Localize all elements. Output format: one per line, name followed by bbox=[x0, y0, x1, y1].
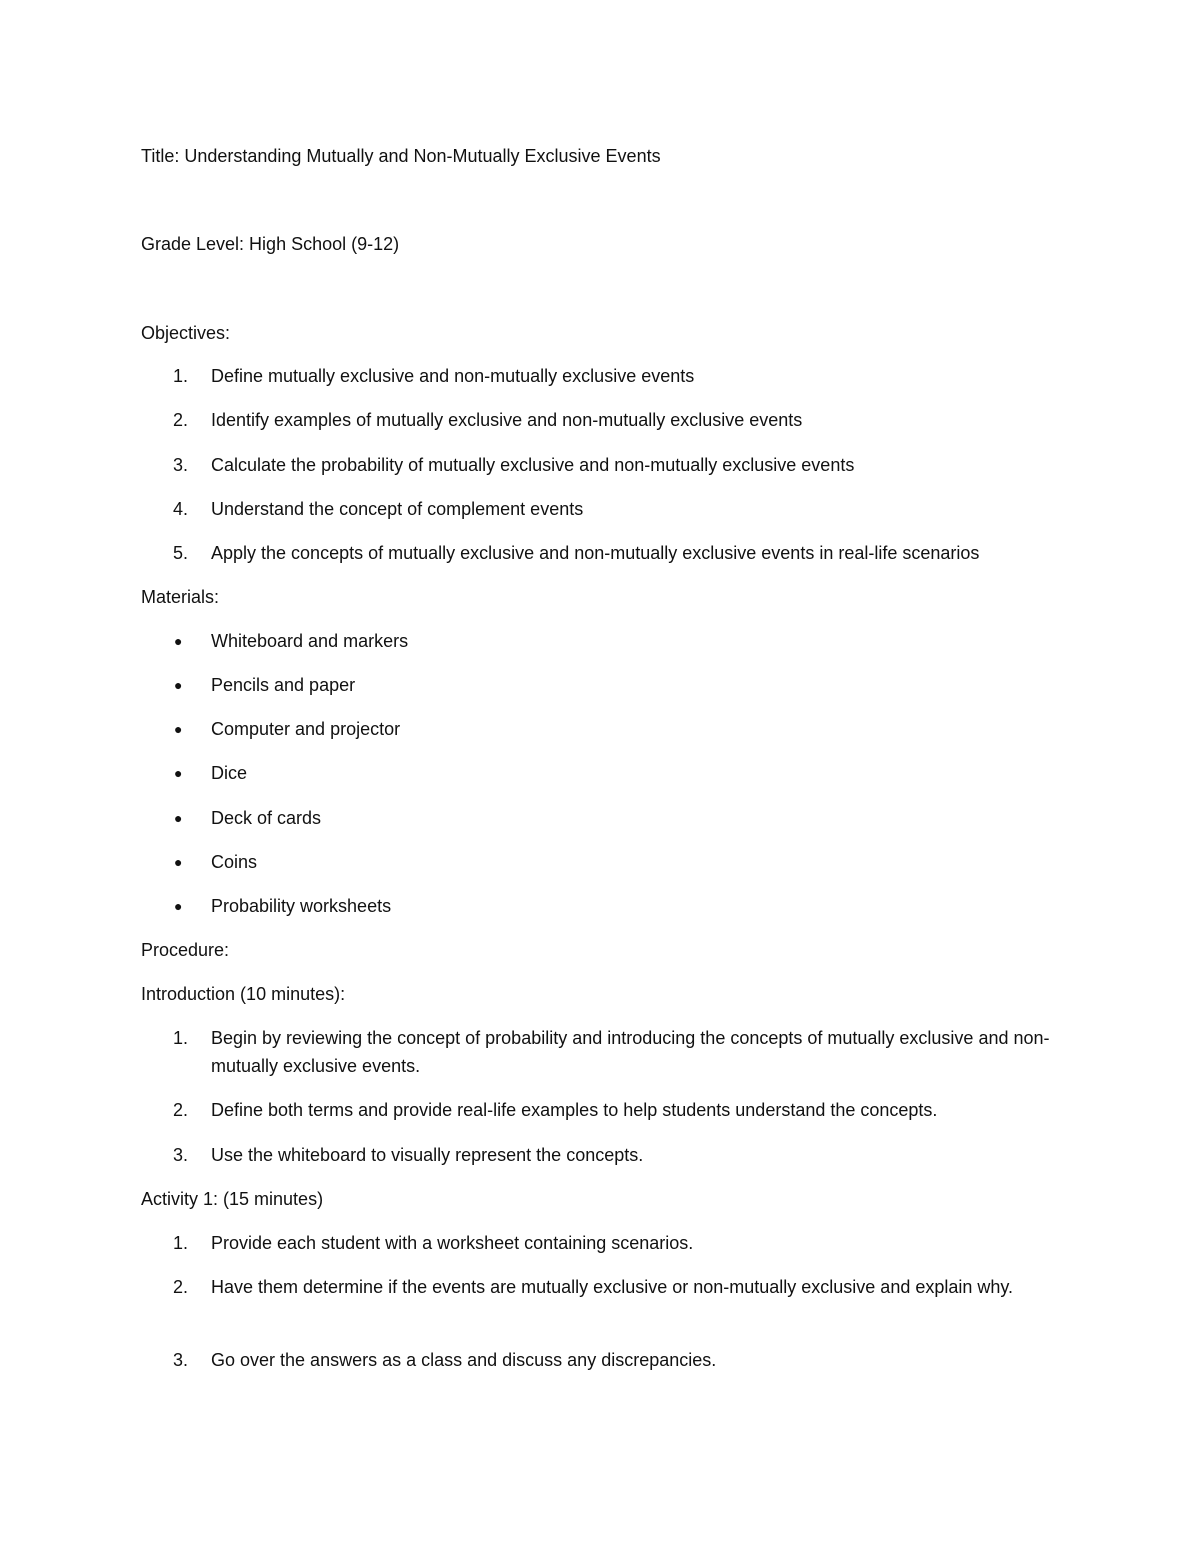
activity1-item bbox=[141, 1273, 1081, 1301]
materials-heading: Materials: bbox=[141, 587, 220, 607]
list-number: 1. bbox=[173, 1233, 189, 1253]
list-number: 3. bbox=[173, 455, 189, 475]
material-item bbox=[141, 671, 1081, 699]
bullet-icon: ● bbox=[174, 854, 183, 870]
list-item-text: Begin by reviewing the concept of probability and introducing the concepts of mutually exclusive and non-mutually exclusive events. bbox=[211, 1028, 1050, 1076]
list-item-text: Understand the concept of complement events bbox=[211, 499, 584, 519]
bullet-icon: ● bbox=[174, 633, 183, 649]
list-item-text: Computer and projector bbox=[211, 719, 401, 739]
list-item-text: Deck of cards bbox=[211, 808, 322, 828]
activity1-item bbox=[141, 1346, 1081, 1374]
objective-item bbox=[141, 495, 1081, 523]
list-item-text: Define both terms and provide real-life examples to help students understand the concepts. bbox=[211, 1100, 938, 1120]
introduction-item bbox=[141, 1141, 1081, 1169]
grade-level: Grade Level: High School (9-12) bbox=[141, 234, 400, 254]
list-number: 2. bbox=[173, 1277, 189, 1297]
list-item-text: Apply the concepts of mutually exclusive and non-mutually exclusive events in real-life scenarios bbox=[211, 543, 980, 563]
list-item-text: Provide each student with a worksheet containing scenarios. bbox=[211, 1233, 694, 1253]
introduction-item bbox=[141, 1024, 1081, 1080]
list-number: 2. bbox=[173, 410, 189, 430]
list-number: 4. bbox=[173, 499, 189, 519]
bullet-icon: ● bbox=[174, 765, 183, 781]
material-item bbox=[141, 848, 1081, 876]
introduction-heading: Introduction (10 minutes): bbox=[141, 984, 346, 1004]
list-item-text: Coins bbox=[211, 852, 258, 872]
objective-item bbox=[141, 451, 1081, 479]
list-item-text: Whiteboard and markers bbox=[211, 631, 409, 651]
list-item-text: Pencils and paper bbox=[211, 675, 356, 695]
activity1-heading: Activity 1: (15 minutes) bbox=[141, 1189, 324, 1209]
list-item-text: Calculate the probability of mutually exclusive and non-mutually exclusive events bbox=[211, 455, 855, 475]
material-item bbox=[141, 715, 1081, 743]
objective-item bbox=[141, 539, 1081, 567]
bullet-icon: ● bbox=[174, 677, 183, 693]
material-item bbox=[141, 759, 1081, 787]
bullet-icon: ● bbox=[174, 898, 183, 914]
list-number: 3. bbox=[173, 1145, 189, 1165]
list-item-text: Identify examples of mutually exclusive and non-mutually exclusive events bbox=[211, 410, 803, 430]
material-item bbox=[141, 892, 1081, 920]
document-title: Title: Understanding Mutually and Non-Mutually Exclusive Events bbox=[141, 146, 661, 166]
objective-item bbox=[141, 362, 1081, 390]
list-number: 1. bbox=[173, 1028, 189, 1048]
objective-item bbox=[141, 406, 1081, 434]
list-number: 2. bbox=[173, 1100, 189, 1120]
list-item-text: Probability worksheets bbox=[211, 896, 392, 916]
list-number: 3. bbox=[173, 1350, 189, 1370]
bullet-icon: ● bbox=[174, 810, 183, 826]
activity1-item bbox=[141, 1229, 1081, 1257]
material-item bbox=[141, 627, 1081, 655]
list-item-text: Define mutually exclusive and non-mutually exclusive events bbox=[211, 366, 695, 386]
bullet-icon: ● bbox=[174, 721, 183, 737]
material-item bbox=[141, 804, 1081, 832]
list-item-text: Use the whiteboard to visually represent the concepts. bbox=[211, 1145, 644, 1165]
list-number: 1. bbox=[173, 366, 189, 386]
introduction-item bbox=[141, 1096, 1081, 1124]
procedure-heading: Procedure: bbox=[141, 940, 230, 960]
list-number: 5. bbox=[173, 543, 189, 563]
list-item-text: Dice bbox=[211, 763, 248, 783]
list-item-text: Have them determine if the events are mutually exclusive or non-mutually exclusive and explain why. bbox=[211, 1277, 1014, 1297]
objectives-heading: Objectives: bbox=[141, 323, 231, 343]
list-item-text: Go over the answers as a class and discuss any discrepancies. bbox=[211, 1350, 717, 1370]
